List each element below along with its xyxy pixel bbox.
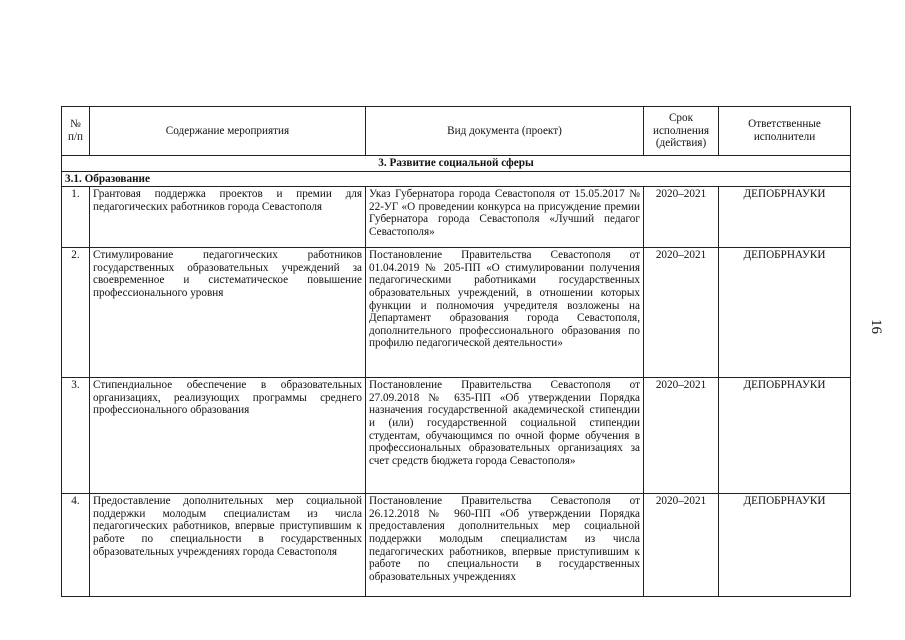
row-term: 2020–2021 [644,248,719,378]
row-num: 4. [62,494,90,597]
row-resp: ДЕПОБРНАУКИ [719,378,851,494]
measures-table [61,106,851,597]
section-row [62,156,851,172]
page-number: 16 [868,319,884,334]
table-row [62,248,851,378]
row-content: Грантовая поддержка проектов и премии для педагогических работников города Севастополя [90,187,366,248]
table-row [62,187,851,248]
header-doc: Вид документа (проект) [366,107,644,156]
table-header-row [62,107,851,156]
row-resp: ДЕПОБРНАУКИ [719,248,851,378]
header-content: Содержание мероприятия [90,107,366,156]
subsection-title: 3.1. Образование [62,171,851,187]
row-num: 2. [62,248,90,378]
header-term: Срок исполнения (действия) [644,107,719,156]
row-doc: Постановление Правительства Севастополя от 27.09.2018 № 635-ПП «Об утверждении Порядка назначения государственной академической стипендии и (или) государственной социальной стипендии студентам, обучающимся по очной форме обучения в профессиональных образовательных организациях за счет средств бюджета города Севастополя» [366,378,644,494]
header-num: № п/п [62,107,90,156]
section-title: 3. Развитие социальной сферы [62,156,851,172]
row-term: 2020–2021 [644,187,719,248]
row-content: Стипендиальное обеспечение в образовательных организациях, реализующих программы среднего профессионального образования [90,378,366,494]
row-term: 2020–2021 [644,378,719,494]
row-doc: Постановление Правительства Севастополя от 26.12.2018 № 960-ПП «Об утверждении Порядка предоставления дополнительных мер социальной поддержки молодым специалистам из числа педагогических работников, впервые приступившим к работе по специальности в государственных образовательных учреждениях [366,494,644,597]
row-content: Стимулирование педагогических работников государственных образовательных учреждений за своевременное и систематическое повышение профессионального уровня [90,248,366,378]
row-term: 2020–2021 [644,494,719,597]
row-resp: ДЕПОБРНАУКИ [719,187,851,248]
row-num: 3. [62,378,90,494]
subsection-row [62,171,851,187]
row-doc: Указ Губернатора города Севастополя от 15.05.2017 № 22-УГ «О проведении конкурса на присуждение премии Губернатора города Севастополя «Лучший педагог Севастополя» [366,187,644,248]
table-row [62,494,851,597]
row-num: 1. [62,187,90,248]
document-page [61,106,850,597]
row-doc: Постановление Правительства Севастополя от 01.04.2019 № 205-ПП «О стимулировании получения педагогическими работниками государственных образовательных учреждений, в отношении которых функции и полномочия учредителя возложены на Департамент образования города Севастополя, дополнительного профессионального образования по профилю педагогической деятельности» [366,248,644,378]
row-resp: ДЕПОБРНАУКИ [719,494,851,597]
table-row [62,378,851,494]
row-content: Предоставление дополнительных мер социальной поддержки молодым специалистам из числа педагогических работников, впервые приступившим к работе по специальности в государственных образовательных учреждениях города Севастополя [90,494,366,597]
header-resp: Ответственные исполнители [719,107,851,156]
